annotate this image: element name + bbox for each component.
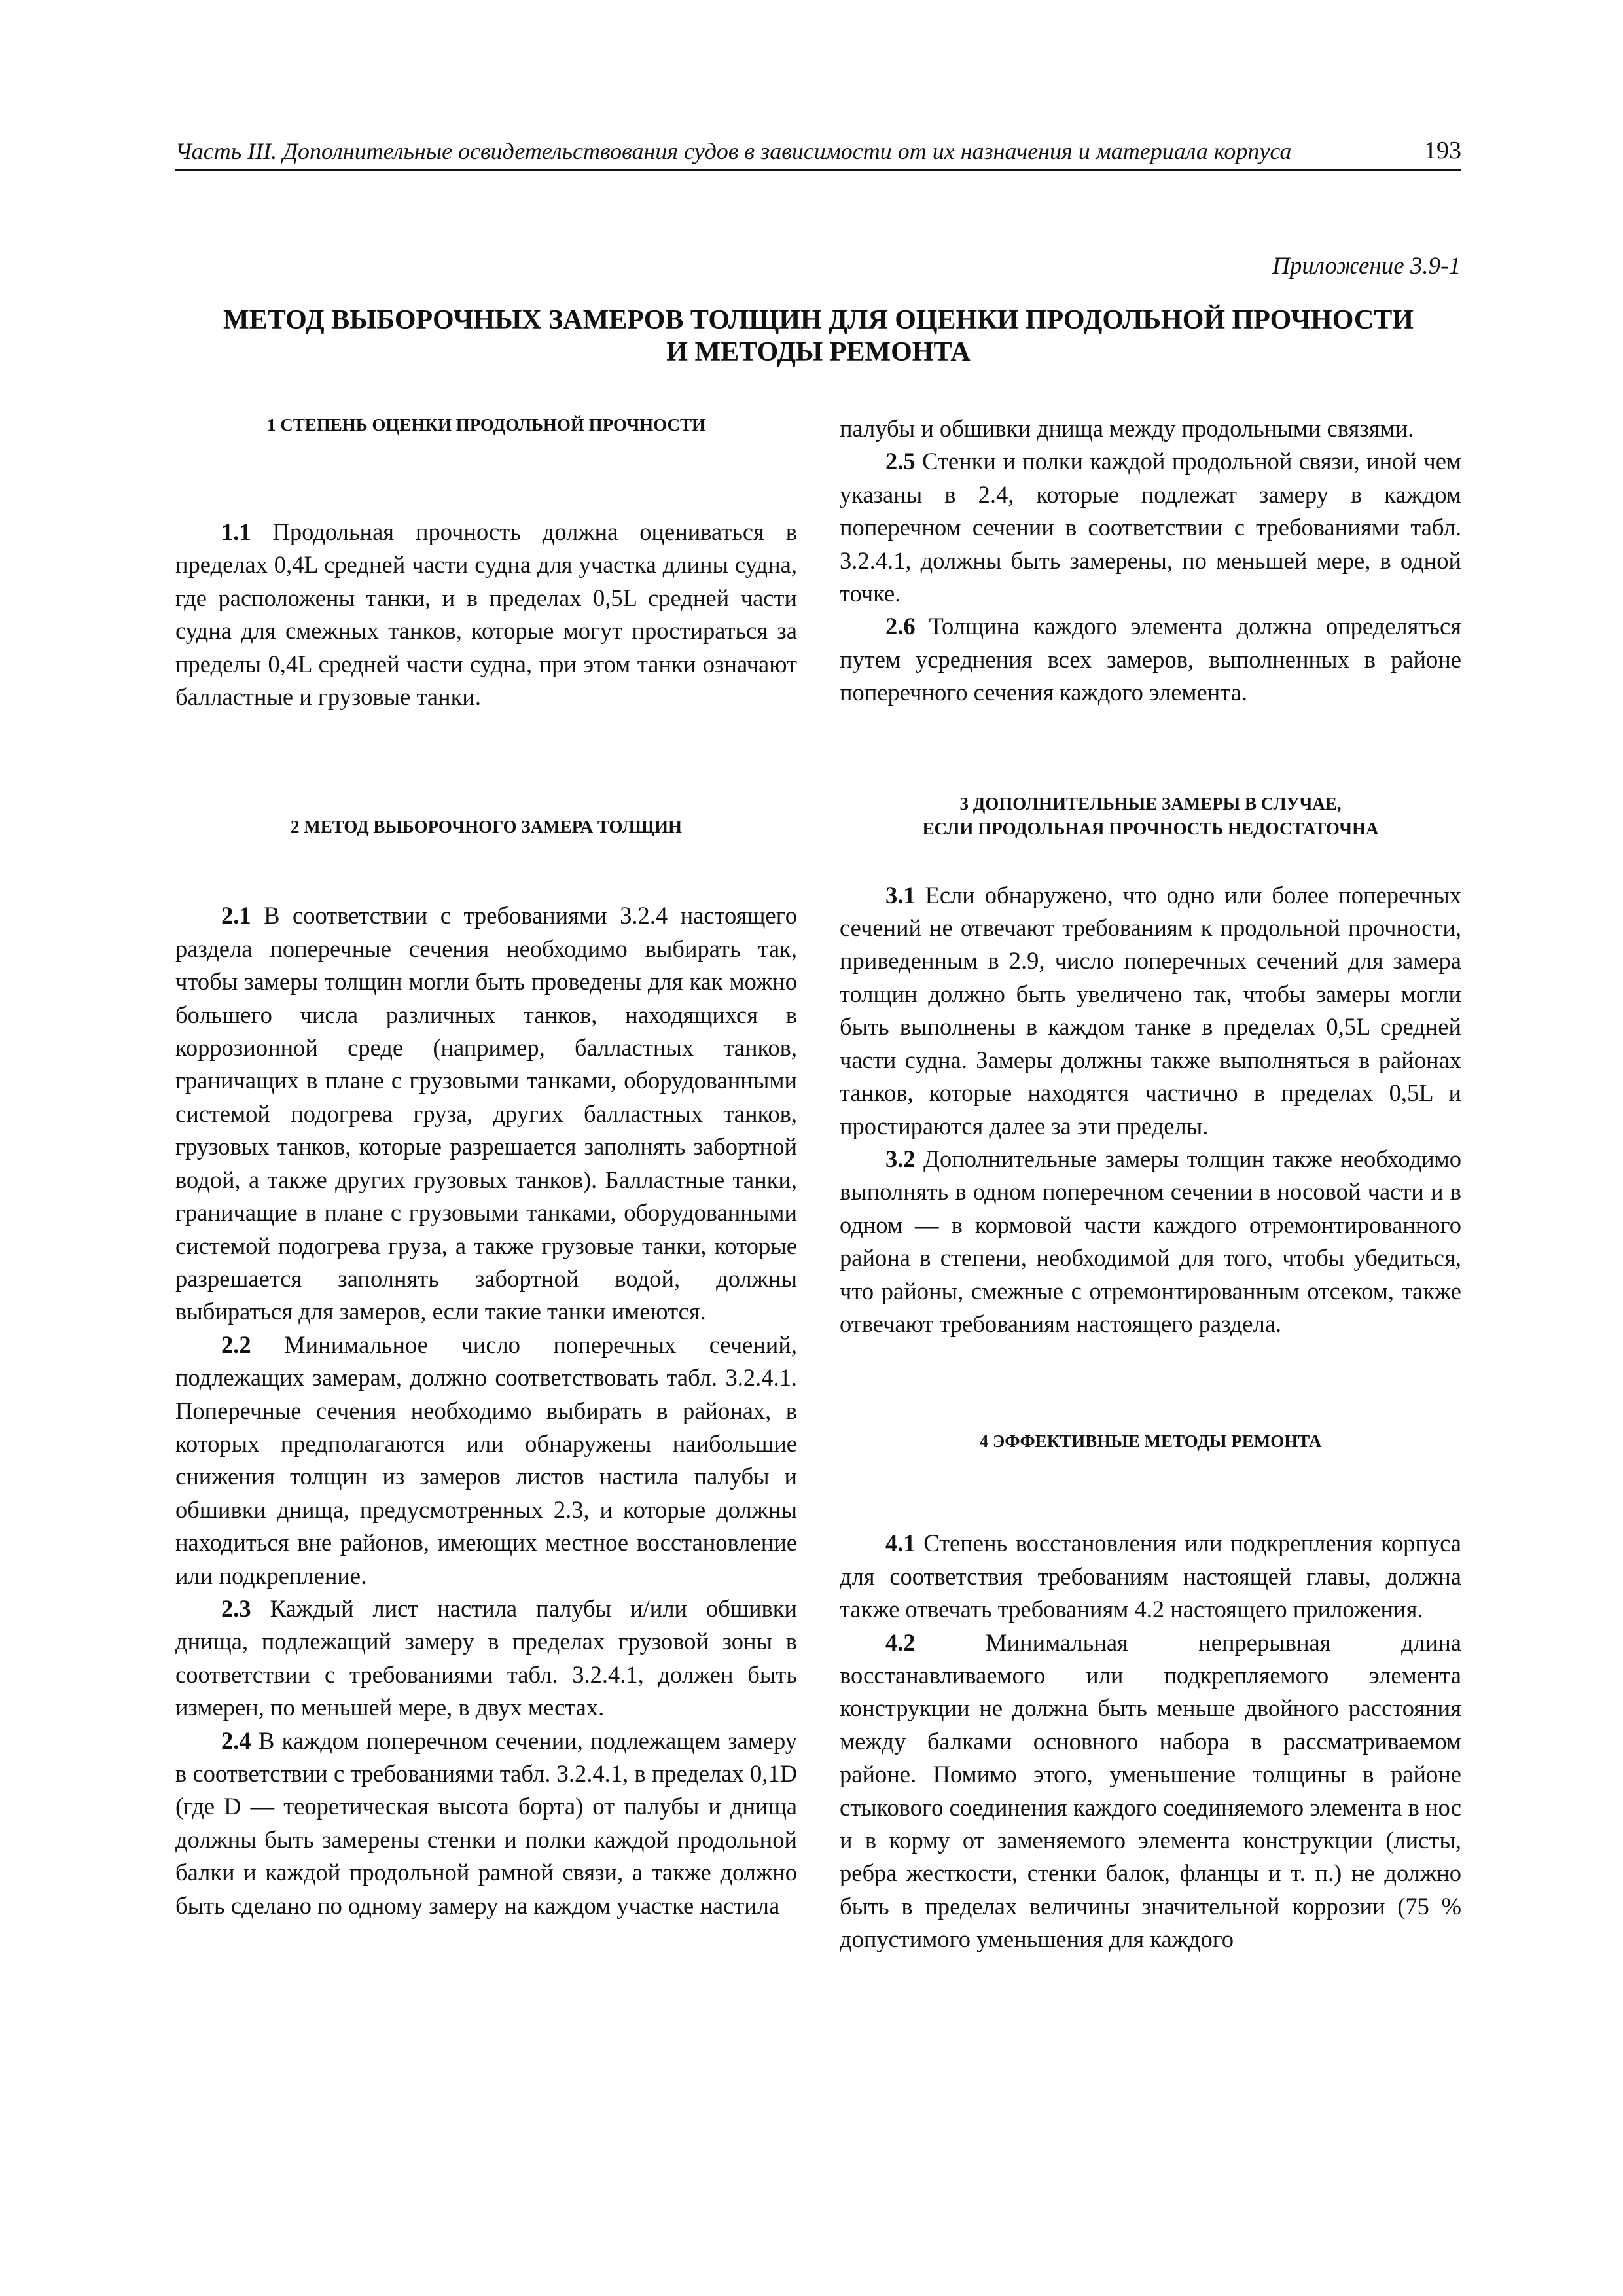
paragraph-2-3 [175,1592,797,1725]
paragraph-4-2 [840,1626,1461,1956]
paragraph-number: 3.2 [885,1145,916,1172]
running-header [175,136,1461,171]
paragraph-number: 4.1 [885,1530,916,1557]
paragraph-4-1 [840,1527,1461,1626]
paragraph-number: 1.1 [221,518,251,545]
paragraph-number: 2.3 [221,1594,251,1622]
paragraph-number: 2.6 [885,613,916,640]
paragraph-2-4 [175,1725,797,1922]
paragraph-2-4-continued: палубы и обшивки днища между продольными связями. [840,415,1414,442]
paragraph-text: В каждом поперечном сечении, подлежащем замеру в соответствии с требованиями табл. 3.2.4.1, в пределах 0,1D (где D — теоретическая высота борта) от палубы и днища должны быть замерены стенки и полки каждой продольной балки и каждой продольной рамной связи, а также должно быть сделано по одному замеру на каждом участке настила [175,1727,798,1919]
paragraph-number: 2.2 [221,1331,251,1358]
section-heading-4: 4 ЭФФЕКТИВНЫЕ МЕТОДЫ РЕМОНТА [979,1431,1322,1452]
paragraph-text: Если обнаружено, что одно или более поперечных сечений не отвечают требованиям к продольной прочности, приведенным в 2.9, число поперечных сечений для замера толщин должно быть увеличено так, чтобы замеры могли быть выполнены в каждом танке в пределах 0,5L средней части судна. Замеры должны также выполняться в районах танков, которые находятся частично в пределах 0,5L и простираются далее за эти пределы. [840,881,1461,1139]
page-number: 193 [1424,137,1461,164]
paragraph-text: Степень восстановления или подкрепления корпуса для соответствия требованиям настоящей главы, должна также отвечать требованиям 4.2 настоящего приложения. [840,1530,1461,1623]
paragraph-text: Стенки и полки каждой продольной связи, иной чем указаны в 2.4, которые подлежат замеру в каждом поперечном сечении в соответствии с требованиями табл. 3.2.4.1, должны быть замерены, по меньшей мере, в одной точке. [840,448,1462,607]
right-column [840,412,1461,1956]
paragraph-3-1 [840,879,1461,1143]
appendix-label: Приложение 3.9-1 [1272,253,1461,279]
paragraph-text: Продольная прочность должна оцениваться в пределах 0,4L средней части судна для участка длины судна, где расположены танки, и в пределах 0,5L средней части судна для смежных танков, которые могут простираться за пределы 0,4L средней части судна, при этом танки означают балластные и грузовые танки. [175,518,797,711]
paragraph-number: 2.1 [221,902,251,929]
paragraph-2-2 [175,1329,797,1592]
paragraph-number: 2.5 [885,448,916,475]
paragraph-text: Минимальное число поперечных сечений, подлежащих замерам, должно соответствовать табл. 3.2.4.1. Поперечные сечения необходимо выбирать в районах, в которых предполагаются или обнаружены наибольшие снижения толщин из замеров листов настила палубы и обшивки днища, предусмотренных 2.3, и которые должны находиться вне районов, имеющих местное восстановление или подкрепление. [175,1331,797,1589]
paragraph-3-2 [840,1143,1461,1340]
section-heading-3-line-1: 3 ДОПОЛНИТЕЛЬНЫЕ ЗАМЕРЫ В СЛУЧАЕ, [959,793,1342,814]
paragraph-number: 4.2 [885,1628,916,1656]
paragraph-text: Дополнительные замеры толщин также необходимо выполнять в одном поперечном сечении в носовой части и в одном — в кормовой части каждого отремонтированного района в степени, необходимой для того, чтобы убедиться, что районы, смежные с отремонтированным отсеком, также отвечают требованиям настоящего раздела. [840,1145,1461,1337]
running-title: Часть III. Дополнительные освидетельствования судов в зависимости от их назначения и материала корпуса [175,138,1292,164]
document-title-line-2: И МЕТОДЫ РЕМОНТА [666,337,971,367]
paragraph-text: Минимальная непрерывная длина восстанавливаемого или подкрепляемого элемента конструкции не должна быть меньше двойного расстояния между балками основного набора в рассматриваемом районе. Помимо этого, уменьшение толщины в районе стыкового соединения каждого соединяемого элемента в нос и в корму от заменяемого элемента конструкции (листы, ребра жесткости, стенки балок, фланцы и т. п.) не должно быть в пределах величины значительной коррозии (75 % допустимого уменьшения для каждого [840,1628,1461,1953]
paragraph-1-1 [175,516,797,713]
document-title [175,304,1461,368]
section-heading-3-line-2: ЕСЛИ ПРОДОЛЬНАЯ ПРОЧНОСТЬ НЕДОСТАТОЧНА [922,818,1379,838]
paragraph-text: Каждый лист настила палубы и/или обшивки днища, подлежащий замеру в пределах грузовой зоны в соответствии с требованиями табл. 3.2.4.1, должен быть измерен, по меньшей мере, в двух местах. [175,1594,797,1721]
left-column [175,412,797,1922]
paragraph-number: 2.4 [221,1727,251,1754]
paragraph-number: 3.1 [885,881,916,908]
paragraph-2-1 [175,899,797,1328]
section-heading-1: 1 СТЕПЕНЬ ОЦЕНКИ ПРОДОЛЬНОЙ ПРОЧНОСТИ [267,415,705,435]
paragraph-text: Толщина каждого элемента должна определяться путем усреднения всех замеров, выполненных в районе поперечного сечения каждого элемента. [840,613,1462,706]
paragraph-2-6 [840,610,1461,709]
paragraph-text: В соответствии с требованиями 3.2.4 настоящего раздела поперечные сечения необходимо выбирать так, чтобы замеры толщин могли быть проведены для как можно большего числа различных танков, находящихся в коррозионной среде (например, балластных танков, граничащих в плане с грузовыми танками, оборудованными системой подогрева груза, других балластных танков, грузовых танков, которые разрешается заполнять забортной водой, а также других грузовых танков). Балластные танки, граничащие в плане с грузовыми танками, оборудованными системой подогрева груза, а также грузовые танки, которые разрешается заполнять забортной водой, должны выбираться для замеров, если такие танки имеются. [175,902,798,1325]
paragraph-2-5 [840,445,1461,610]
section-heading-3 [840,791,1461,841]
document-title-line-1: МЕТОД ВЫБОРОЧНЫХ ЗАМЕРОВ ТОЛЩИН ДЛЯ ОЦЕНКИ ПРОДОЛЬНОЙ ПРОЧНОСТИ [223,305,1414,335]
section-heading-2: 2 МЕТОД ВЫБОРОЧНОГО ЗАМЕРА ТОЛЩИН [291,817,682,837]
